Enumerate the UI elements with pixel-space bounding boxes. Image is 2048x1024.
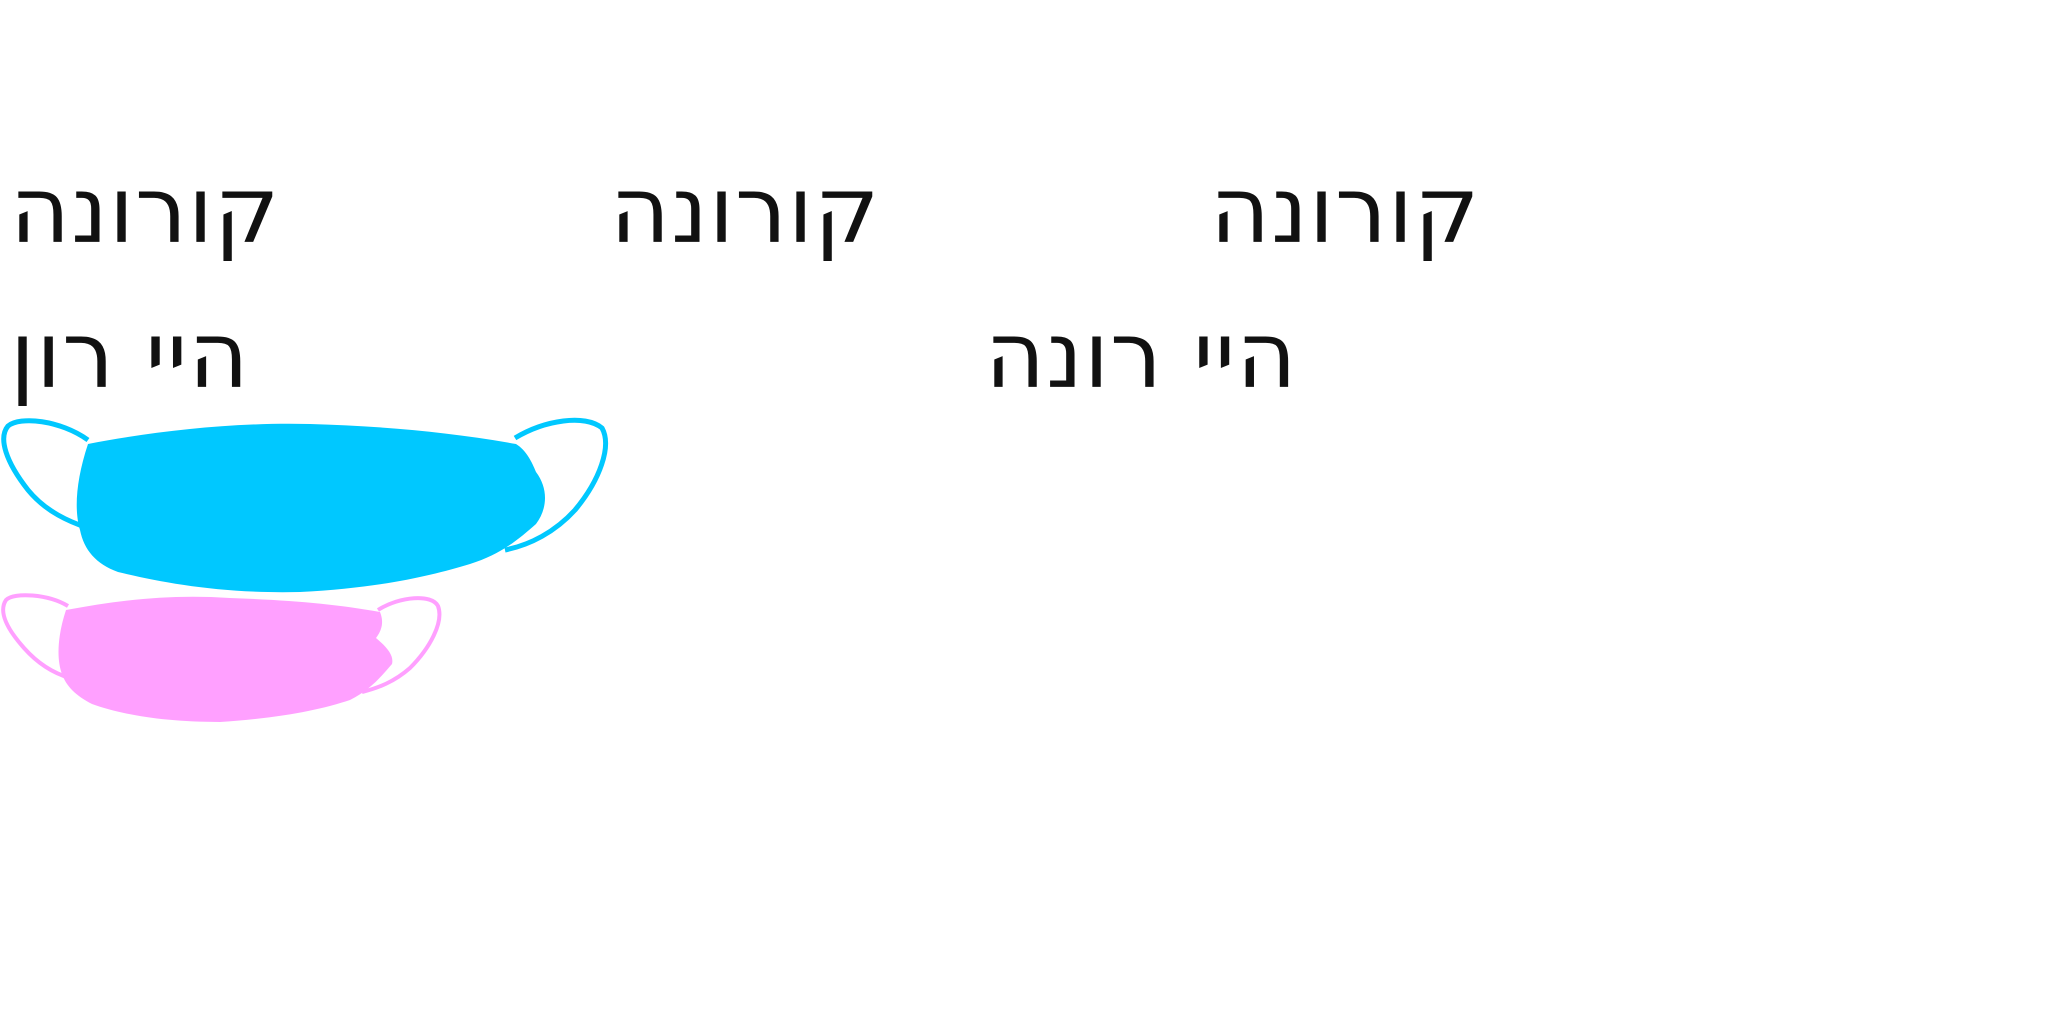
text-corona-1: קורונה — [10, 157, 281, 264]
text-hi-ron: היי רון — [10, 302, 250, 409]
text-corona-3: קורונה — [1210, 157, 1481, 264]
text-hi-rona: היי רונה — [985, 302, 1298, 409]
text-corona-2: קורונה — [610, 157, 881, 264]
pink-face-mask-icon — [0, 590, 445, 730]
blue-face-mask-icon — [0, 410, 612, 600]
